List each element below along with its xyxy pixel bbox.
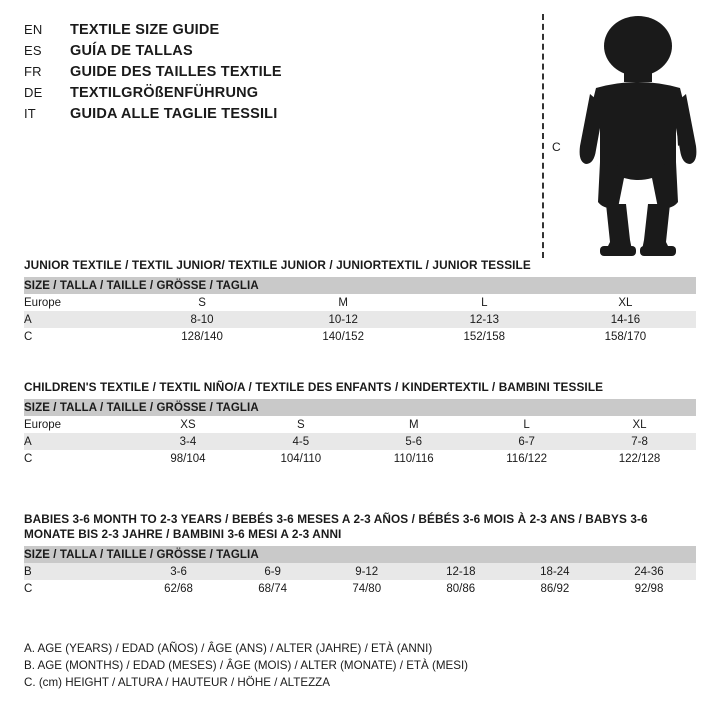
column-header: XL bbox=[555, 294, 696, 311]
column-header: XL bbox=[583, 416, 696, 433]
table-header-label: SIZE / TALLA / TAILLE / GRÖSSE / TAGLIA bbox=[24, 546, 696, 563]
table-header-label: SIZE / TALLA / TAILLE / GRÖSSE / TAGLIA bbox=[24, 277, 696, 294]
row-label: A bbox=[24, 311, 132, 328]
language-code: EN bbox=[24, 22, 43, 37]
table-row bbox=[24, 294, 696, 311]
cell-value: 158/170 bbox=[555, 328, 696, 345]
table-row bbox=[24, 416, 696, 433]
language-title: GUIDE DES TAILLES TEXTILE bbox=[70, 64, 282, 80]
language-row bbox=[24, 106, 444, 125]
legend-line-b: B. AGE (MONTHS) / EDAD (MESES) / ÂGE (MOIS) / ALTER (MONATE) / ETÀ (MESI) bbox=[24, 659, 469, 672]
cell-value: 6-9 bbox=[226, 563, 320, 580]
cell-value: 74/80 bbox=[320, 580, 414, 597]
column-header: L bbox=[470, 416, 583, 433]
table-row bbox=[24, 311, 696, 328]
table-header-row bbox=[24, 546, 696, 563]
cell-value: 14-16 bbox=[555, 311, 696, 328]
section-babies bbox=[24, 512, 696, 597]
column-header: XS bbox=[132, 416, 245, 433]
cell-value: 62/68 bbox=[132, 580, 226, 597]
legend-line-a: A. AGE (YEARS) / EDAD (AÑOS) / ÂGE (ANS) / ALTER (JAHRE) / ETÀ (ANNI) bbox=[24, 642, 433, 655]
cell-value: 128/140 bbox=[132, 328, 273, 345]
section-junior bbox=[24, 258, 696, 345]
language-title: TEXTILGRÖßENFÜHRUNG bbox=[70, 85, 259, 101]
language-header bbox=[24, 22, 444, 127]
row-label: Europe bbox=[24, 416, 132, 433]
cell-value: 18-24 bbox=[508, 563, 602, 580]
language-title: GUIDA ALLE TAGLIE TESSILI bbox=[70, 106, 278, 122]
language-row bbox=[24, 22, 444, 41]
table-row bbox=[24, 580, 696, 597]
row-label: C bbox=[24, 450, 132, 467]
height-dashed-line bbox=[542, 14, 544, 258]
column-header: M bbox=[357, 416, 470, 433]
cell-value: 68/74 bbox=[226, 580, 320, 597]
language-row bbox=[24, 85, 444, 104]
children-size-table bbox=[24, 399, 696, 467]
language-code: ES bbox=[24, 43, 42, 58]
section-children bbox=[24, 380, 696, 467]
section-title: BABIES 3-6 MONTH TO 2-3 YEARS / BEBÉS 3-6 MESES A 2-3 AÑOS / BÉBÉS 3-6 MOIS À 2-3 ANS / BABYS 3-6 MONATE BIS 2-3 JAHRE / BAMBINI 3-6 MESI A 2-3 ANNI bbox=[24, 512, 648, 541]
cell-value: 3-6 bbox=[132, 563, 226, 580]
column-header: M bbox=[273, 294, 414, 311]
row-label: B bbox=[24, 563, 132, 580]
language-row bbox=[24, 64, 444, 83]
cell-value: 80/86 bbox=[414, 580, 508, 597]
junior-size-table bbox=[24, 277, 696, 345]
cell-value: 4-5 bbox=[244, 433, 357, 450]
section-title: JUNIOR TEXTILE / TEXTIL JUNIOR/ TEXTILE JUNIOR / JUNIORTEXTIL / JUNIOR TESSILE bbox=[24, 258, 531, 272]
cell-value: 152/158 bbox=[414, 328, 555, 345]
table-row bbox=[24, 563, 696, 580]
table-row bbox=[24, 450, 696, 467]
language-row bbox=[24, 43, 444, 62]
cell-value: 9-12 bbox=[320, 563, 414, 580]
column-header: S bbox=[244, 416, 357, 433]
column-header: S bbox=[132, 294, 273, 311]
language-code: DE bbox=[24, 85, 43, 100]
height-measure-label: C bbox=[552, 140, 561, 154]
row-label: A bbox=[24, 433, 132, 450]
cell-value: 24-36 bbox=[602, 563, 696, 580]
language-title: GUÍA DE TALLAS bbox=[70, 43, 193, 59]
legend-line-c: C. (cm) HEIGHT / ALTURA / HAUTEUR / HÖHE / ALTEZZA bbox=[24, 676, 330, 689]
cell-value: 98/104 bbox=[132, 450, 245, 467]
language-title: TEXTILE SIZE GUIDE bbox=[70, 22, 220, 38]
column-header: L bbox=[414, 294, 555, 311]
section-title: CHILDREN'S TEXTILE / TEXTIL NIÑO/A / TEXTILE DES ENFANTS / KINDERTEXTIL / BAMBINI TESSILE bbox=[24, 380, 604, 394]
table-header-row bbox=[24, 399, 696, 416]
table-header-label: SIZE / TALLA / TAILLE / GRÖSSE / TAGLIA bbox=[24, 399, 696, 416]
cell-value: 12-18 bbox=[414, 563, 508, 580]
table-header-row bbox=[24, 277, 696, 294]
cell-value: 86/92 bbox=[508, 580, 602, 597]
babies-size-table bbox=[24, 546, 696, 597]
cell-value: 10-12 bbox=[273, 311, 414, 328]
child-silhouette-icon bbox=[566, 14, 706, 263]
cell-value: 3-4 bbox=[132, 433, 245, 450]
row-label: Europe bbox=[24, 294, 132, 311]
cell-value: 7-8 bbox=[583, 433, 696, 450]
cell-value: 110/116 bbox=[357, 450, 470, 467]
cell-value: 6-7 bbox=[470, 433, 583, 450]
language-code: IT bbox=[24, 106, 36, 121]
legend bbox=[24, 640, 696, 691]
height-figure bbox=[530, 10, 710, 260]
language-code: FR bbox=[24, 64, 42, 79]
row-label: C bbox=[24, 580, 132, 597]
cell-value: 8-10 bbox=[132, 311, 273, 328]
cell-value: 12-13 bbox=[414, 311, 555, 328]
row-label: C bbox=[24, 328, 132, 345]
cell-value: 140/152 bbox=[273, 328, 414, 345]
table-row bbox=[24, 328, 696, 345]
cell-value: 116/122 bbox=[470, 450, 583, 467]
cell-value: 104/110 bbox=[244, 450, 357, 467]
table-row bbox=[24, 433, 696, 450]
cell-value: 5-6 bbox=[357, 433, 470, 450]
cell-value: 92/98 bbox=[602, 580, 696, 597]
cell-value: 122/128 bbox=[583, 450, 696, 467]
